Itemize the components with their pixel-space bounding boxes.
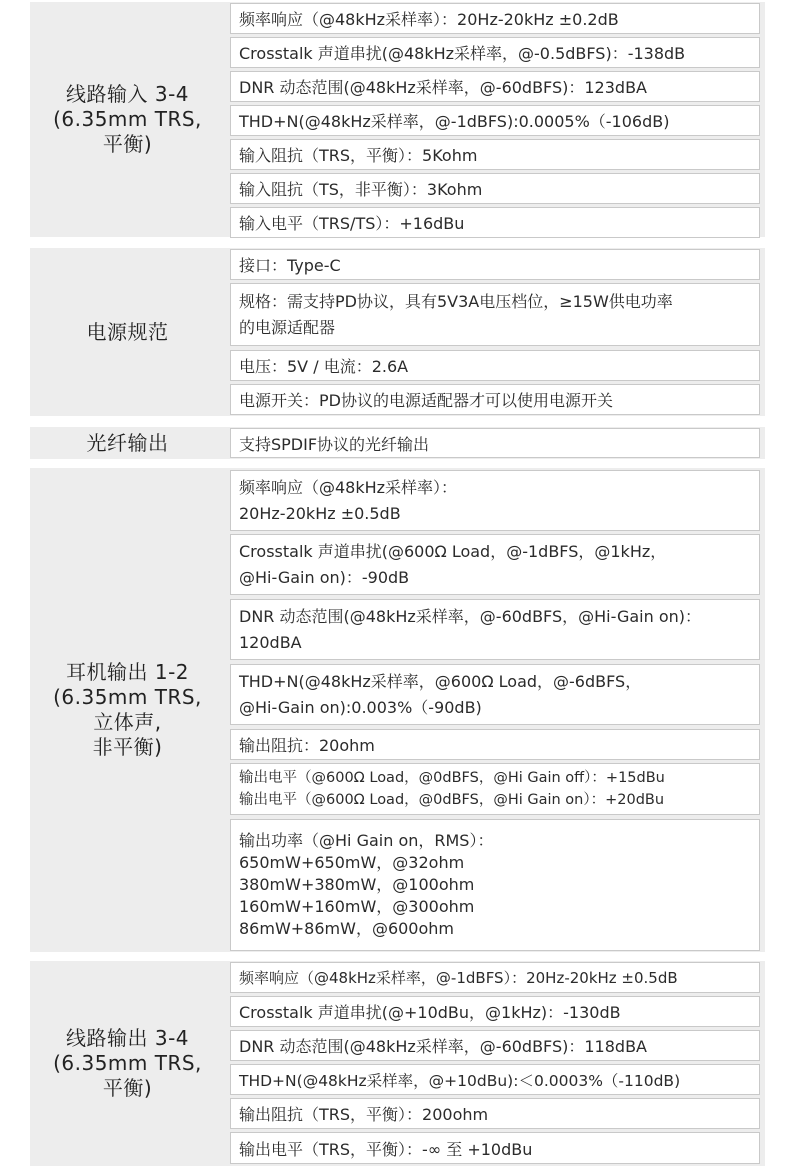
section-power-spec xyxy=(30,248,765,416)
spec-row: 输出阻抗：20ohm xyxy=(230,729,760,760)
label-line: 立体声, xyxy=(93,710,162,734)
spec-row: 输出电平（TRS，平衡）：-∞ 至 +10dBu xyxy=(230,1132,760,1164)
spec-row: 电源开关：PD协议的电源适配器才可以使用电源开关 xyxy=(230,384,760,415)
section-label xyxy=(30,961,225,1166)
label-line: 线路输出 3-4 xyxy=(65,1026,190,1050)
spec-row: DNR 动态范围(@48kHz采样率，@-60dBFS)：118dBA xyxy=(230,1030,760,1061)
spec-row: Crosstalk 声道串扰(@48kHz采样率，@-0.5dBFS)：-138dB xyxy=(230,37,760,68)
label-line: 光纤输出 xyxy=(86,430,169,455)
spec-row: 频率响应（@48kHz采样率）： 20Hz-20kHz ±0.5dB xyxy=(230,470,760,531)
spec-row: 支持SPDIF协议的光纤输出 xyxy=(230,428,760,458)
spec-row: THD+N(@48kHz采样率，@600Ω Load，@-6dBFS， @Hi-Gain on):0.003%（-90dB) xyxy=(230,664,760,725)
spec-row: THD+N(@48kHz采样率，@-1dBFS):0.0005%（-106dB) xyxy=(230,105,760,136)
label-line: 非平衡) xyxy=(92,735,163,759)
spec-row: 频率响应（@48kHz采样率）：20Hz-20kHz ±0.2dB xyxy=(230,3,760,34)
label-line: (6.35mm TRS, xyxy=(53,1051,202,1075)
spec-row: 输入阻抗（TRS，平衡）：5Kohm xyxy=(230,139,760,170)
spec-row: 输入电平（TRS/TS）：+16dBu xyxy=(230,207,760,238)
section-headphone-output xyxy=(30,468,765,952)
section-line-input xyxy=(30,2,765,237)
section-line-output xyxy=(30,961,765,1166)
label-line: 平衡) xyxy=(102,132,153,156)
spec-row: Crosstalk 声道串扰(@+10dBu，@1kHz)：-130dB xyxy=(230,996,760,1027)
label-line: 线路输入 3-4 xyxy=(65,82,190,106)
spec-row: 输入阻抗（TS，非平衡）：3Kohm xyxy=(230,173,760,204)
spec-row: Crosstalk 声道串扰(@600Ω Load，@-1dBFS，@1kHz， @Hi-Gain on)：-90dB xyxy=(230,534,760,595)
spec-row: 输出阻抗（TRS，平衡）：200ohm xyxy=(230,1098,760,1129)
spec-row: DNR 动态范围(@48kHz采样率，@-60dBFS)：123dBA xyxy=(230,71,760,102)
section-optical-output xyxy=(30,427,765,459)
spec-row: 接口：Type-C xyxy=(230,249,760,280)
spec-row: 电压：5V / 电流：2.6A xyxy=(230,350,760,381)
spec-row: 输出电平（@600Ω Load，@0dBFS，@Hi Gain off）：+15dBu 输出电平（@600Ω Load，@0dBFS，@Hi Gain on）：+20dBu xyxy=(230,763,760,815)
section-label xyxy=(30,468,225,952)
spec-row: DNR 动态范围(@48kHz采样率，@-60dBFS，@Hi-Gain on)： 120dBA xyxy=(230,599,760,660)
spec-row: THD+N(@48kHz采样率，@+10dBu):＜0.0003%（-110dB) xyxy=(230,1064,760,1095)
section-label xyxy=(30,2,225,237)
label-line: 耳机输出 1-2 xyxy=(65,660,190,684)
spec-row: 规格：需支持PD协议，具有5V3A电压档位，≥15W供电功率 的电源适配器 xyxy=(230,283,760,346)
spec-row: 频率响应（@48kHz采样率，@-1dBFS）：20Hz-20kHz ±0.5dB xyxy=(230,962,760,993)
label-line: 电源规范 xyxy=(86,319,169,344)
label-line: 平衡) xyxy=(102,1076,153,1100)
label-line: (6.35mm TRS, xyxy=(53,685,202,709)
section-label xyxy=(30,248,225,416)
spec-row: 输出功率（@Hi Gain on，RMS）： 650mW+650mW，@32ohm 380mW+380mW，@100ohm 160mW+160mW，@300ohm 86mW+86mW，@600ohm xyxy=(230,819,760,951)
section-label xyxy=(30,427,225,459)
label-line: (6.35mm TRS, xyxy=(53,107,202,131)
